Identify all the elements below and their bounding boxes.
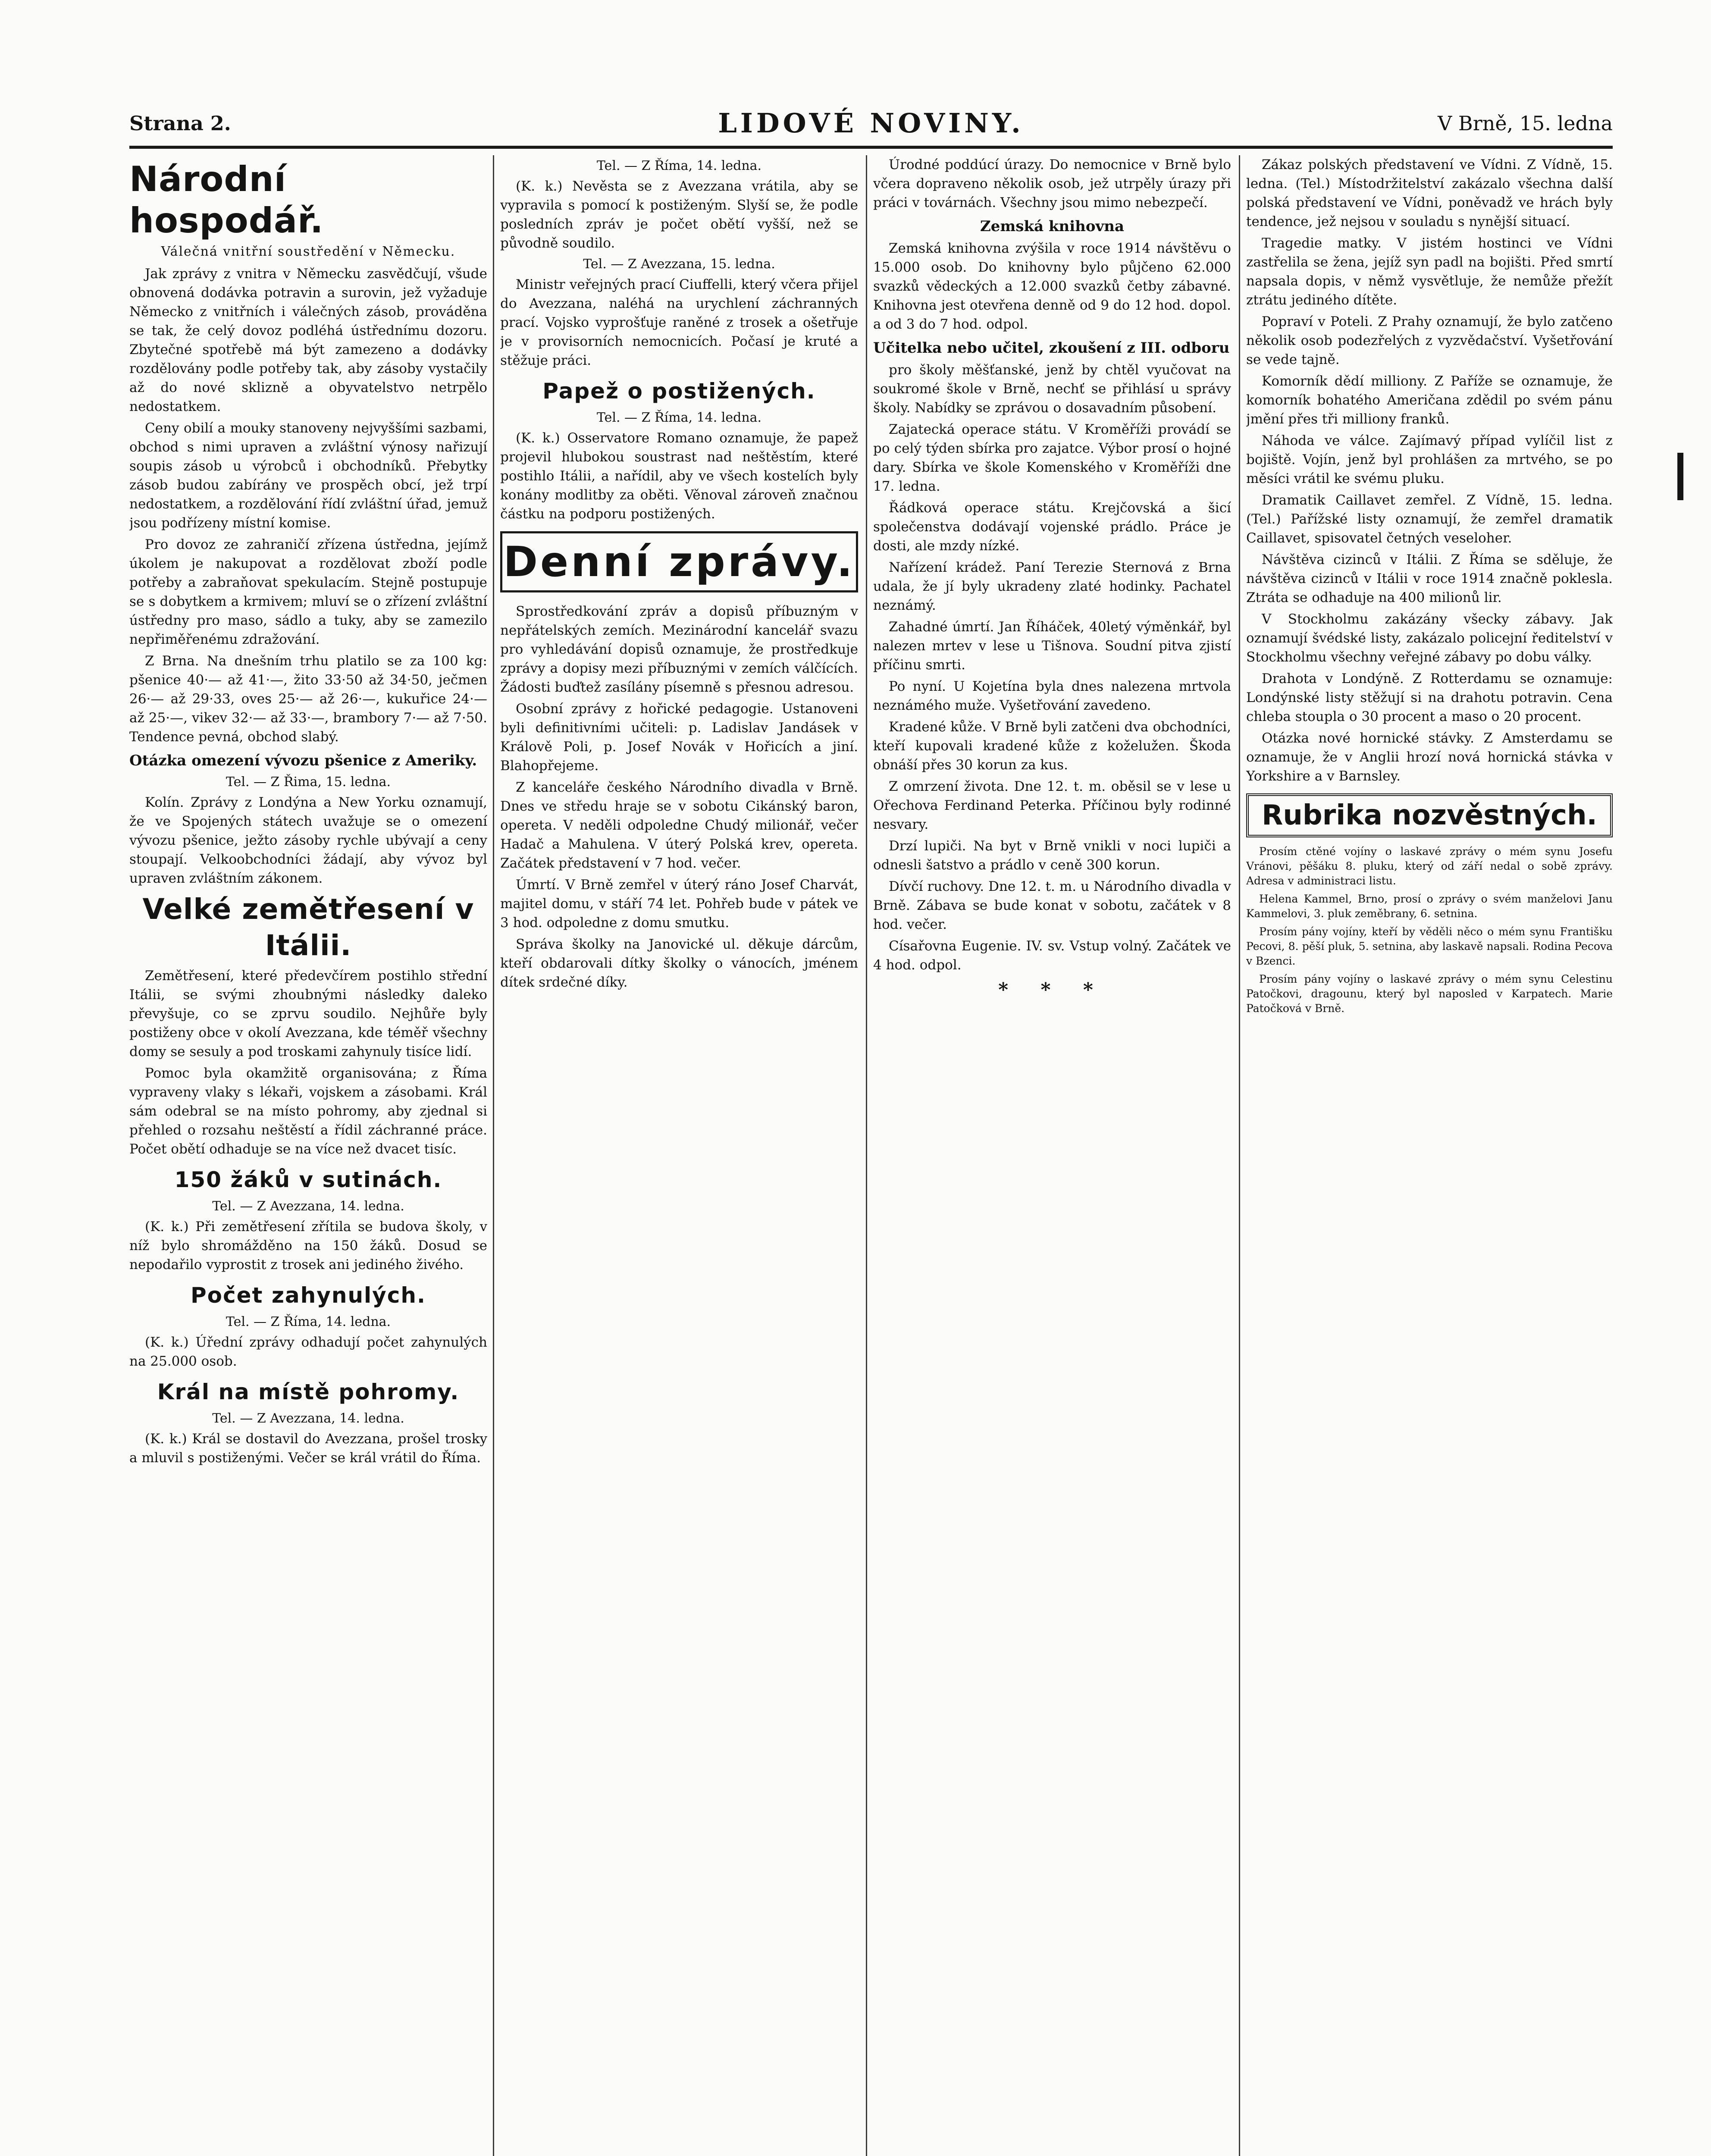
headline-earthquake: Velké zemětřesení v Itálii.	[142, 893, 474, 962]
dateline: Tel. — Z Avezzana, 14. ledna.	[212, 1411, 404, 1426]
article-paragraph: Správa školky na Janovické ul. děkuje dárcům, kteří obdarovali dítky školky o vánocích, jménem dítek srdečné díky.	[500, 937, 858, 990]
article-paragraph: Drzí lupiči. Na byt v Brně vnikli v noci lupiči a odnesli šatstvo a prádlo v ceně 300 korun.	[873, 838, 1231, 873]
dateline: Tel. — Z Říma, 14. ledna.	[596, 410, 762, 425]
dateline: Tel. — Z Avezzana, 14. ledna.	[212, 1199, 404, 1214]
subheading: 150 žáků v sutinách.	[174, 1167, 442, 1192]
dateline: Tel. — Z Říma, 14. ledna.	[596, 158, 762, 173]
column-1	[129, 155, 487, 2156]
article-paragraph: (K. k.) Osservatore Romano oznamuje, že papež projevil hlubokou soustrast nad neštěstím, které postihlo Itálii, a nařídil, aby ve všech kostelích byly konány modlitby za oběti. Věnoval zároveň značnou částku na podporu postižených.	[500, 430, 858, 522]
dateline: Tel. — Z Avezzana, 15. ledna.	[583, 257, 775, 272]
article-paragraph: V Stockholmu zakázány všecky zábavy. Jak oznamují švédské listy, zakázalo policejní ředitelství v Stockholmu všechny veřejné zábavy po dobu války.	[1246, 611, 1613, 665]
page-number: Strana 2.	[129, 112, 231, 135]
article-paragraph: Dívčí ruchovy. Dne 12. t. m. u Národního divadla v Brně. Zábava se bude konat v sobotu, začátek v 8 hod. večer.	[873, 879, 1231, 932]
article-paragraph: Sprostředkování zpráv a dopisů příbuzným v nepřátelských zemích. Mezinárodní kancelář svazu pro vyhledávání dopisů oznamuje, že prostředkuje zprávy a dopisy mezi příbuznými v zemích válčících. Žádosti buďtež zasílány písemně s přesnou adresou.	[500, 604, 858, 695]
subheading: Král na místě pohromy.	[157, 1379, 460, 1404]
column-4	[1246, 155, 1613, 2156]
article-paragraph: Ministr veřejných prací Ciuffelli, který včera přijel do Avezzana, naléhá na urychlení záchranných prací. Vojsko vyprošťuje raněné z trosek a ošetřuje je v provisorních nemocnicích. Počasí je kruté a stěžuje práci.	[500, 277, 858, 368]
article-paragraph: Osobní zprávy z hořické pedagogie. Ustanoveni byli definitivními učiteli: p. Ladislav Jandásek v Králově Poli, p. Josef Novák v Hořicích a jiní. Blahopřejeme.	[500, 701, 858, 774]
notice-item: Prosím pány vojíny o laskavé zprávy o mém synu Celestinu Patočkovi, dragounu, který byl naposled v Karpatech. Marie Patočková v Brně.	[1246, 973, 1613, 1015]
article-paragraph: Nařízení krádež. Paní Terezie Sternová z Brna udala, že jí byly ukradeny zlaté hodinky. Pachatel neznámý.	[873, 560, 1231, 613]
article-paragraph: Tragedie matky. V jistém hostinci ve Vídni zastřelila se žena, jejíž syn padl na bojišti. Před smrtí napsala dopis, v němž vysvětluje, že nemůže přežít ztrátu jediného dítěte.	[1246, 235, 1613, 308]
article-paragraph: Zahadné úmrtí. Jan Říháček, 40letý výměnkář, byl nalezen mrtev v lese u Tišnova. Soudní pitva zjistí příčinu smrti.	[873, 619, 1231, 673]
dateline: Tel. — Z Řima, 15. ledna.	[226, 774, 391, 790]
article-paragraph: Císařovna Eugenie. IV. sv. Vstup volný. Začátek ve 4 hod. odpol.	[873, 938, 1231, 973]
article-paragraph: Komorník dědí milliony. Z Paříže se oznamuje, že komorník bohatého Američana zdědil po svém pánu jmění přes tři milliony franků.	[1246, 373, 1613, 427]
article-paragraph: (K. k.) Nevěsta se z Avezzana vrátila, aby se vypravila s pomocí k postiženým. Slyší se, že podle posledních zpráv je počet obětí vyšší, než se původně soudilo.	[500, 179, 858, 251]
column-rule	[866, 155, 867, 2156]
section-subtitle: Válečná vnitřní soustředění v Německu.	[161, 244, 456, 259]
section-title-economy: Národní hospodář.	[129, 159, 324, 241]
column-rule	[1239, 155, 1240, 2156]
article-paragraph: (K. k.) Úřední zprávy odhadují počet zahynulých na 25.000 osob.	[129, 1335, 487, 1369]
article-paragraph: Zajatecká operace státu. V Kroměříži provádí se po celý týden sbírka pro zajatce. Výbor prosí o hojné dary. Sbírka ve škole Komenského v Kroměříži dne 17. ledna.	[873, 422, 1231, 494]
article-paragraph: Z omrzení života. Dne 12. t. m. oběsil se v lese u Ořechova Ferdinand Peterka. Příčinou byly rodinné nesvary.	[873, 779, 1231, 832]
market-prices: Z Brna. Na dnešním trhu platilo se za 100 kg: pšenice 40·— až 41·—, žito 33·50 až 34·50, ječmen 26·— až 29·33, oves 25·— až 26·—, kukuřice 24·— až 25·—, vikev 32·— až 33·—, brambory 7·— až 7·50. Tendence pevná, obchod slabý.	[129, 653, 487, 745]
notice-item: Prosím ctěné vojíny o laskavé zprávy o mém synu Josefu Vránovi, pěšáku 8. pluku, který od září nedal o sobě zprávy. Adresa v administraci listu.	[1246, 845, 1613, 887]
section-banner-daily-news: Denní zprávy.	[500, 531, 858, 592]
article-paragraph: (K. k.) Při zemětřesení zřítila se budova školy, v níž bylo shromážděno na 150 žáků. Dosud se nepodařilo vyprostit z trosek ani jediného živého.	[129, 1219, 487, 1272]
column-rule	[493, 155, 494, 2156]
article-paragraph: Zemská knihovna zvýšila v roce 1914 návštěvu o 15.000 osob. Do knihovny bylo půjčeno 62.000 svazků vědeckých a 12.000 svazků četby zábavné. Knihovna jest otevřena denně od 9 do 12 hod. dopol. a od 3 do 7 hod. odpol.	[873, 241, 1231, 332]
article-paragraph: Návštěva cizinců v Itálii. Z Říma se sděluje, že návštěva cizinců v Itálii v roce 1914 značně poklesla. Ztráta se odhaduje na 400 milionů lir.	[1246, 552, 1613, 605]
subheading: Počet zahynulých.	[190, 1283, 426, 1308]
article-paragraph: Dramatik Caillavet zemřel. Z Vídně, 15. ledna. (Tel.) Pařížské listy oznamují, že zemřel dramatik Caillavet, spisovatel četných veseloher.	[1246, 492, 1613, 546]
article-paragraph: Otázka nové hornické stávky. Z Amsterdamu se oznamuje, že v Anglii hrozí nová hornická stávka v Yorkshire a v Barnsley.	[1246, 730, 1613, 784]
article-paragraph: Drahota v Londýně. Z Rotterdamu se oznamuje: Londýnské listy stěžují si na drahotu potravin. Cena chleba stoupla o 30 procent a maso o 20 procent.	[1246, 671, 1613, 724]
article-paragraph: (K. k.) Král se dostavil do Avezzana, prošel trosky a mluvil s postiženými. Večer se král vrátil do Říma.	[129, 1431, 487, 1466]
article-paragraph: Úrodné poddúcí úrazy. Do nemocnice v Brně bylo včera dopraveno několik osob, jež utrpěly úrazy při práci v továrnách. Všechny jsou mimo nebezpečí.	[873, 157, 1231, 210]
dateline: Tel. — Z Říma, 14. ledna.	[226, 1314, 391, 1329]
notice-item: Helena Kammel, Brno, prosí o zprávy o svém manželovi Janu Kammelovi, 3. pluk zeměbrany, 6. setnina.	[1246, 893, 1613, 920]
subheading: Papež o postižených.	[542, 379, 816, 404]
article-paragraph: Úmrtí. V Brně zemřel v úterý ráno Josef Charvát, majitel domu, v stáří 74 let. Pohřeb bude v pátek ve 3 hod. odpoledne z domu smutku.	[500, 877, 858, 931]
article-paragraph: Popraví v Poteli. Z Prahy oznamují, že bylo zatčeno několik osob podezřelých z vyzvědačství. Vyšetřování se vede tajně.	[1246, 314, 1613, 367]
article-paragraph: Jak zprávy z vnitra v Německu zasvědčují, všude obnovená dodávka potravin a surovin, jež vyžaduje Německo z vnitřních i válečných zásob, prováděna se tak, že celý dovoz podléhá ústřednímu dozoru. Zbytečné spotřebě má být zamezeno a dodávky rozdělovány podle potřeby tak, aby zásoby vystačily až do nové sklizně a obyvatelstvo netrpělo nedostatkem.	[129, 266, 487, 414]
section-banner-missing-persons: Rubrika nozvěstných.	[1246, 793, 1613, 837]
article-paragraph: Zákaz polských představení ve Vídni. Z Vídně, 15. ledna. (Tel.) Místodržitelství zakázalo všechna další polská představení ve Vídni, poněvadž ve hrách byly tendence, jež nejsou v souladu s nynější situací.	[1246, 157, 1613, 229]
page-header	[129, 103, 1613, 149]
article-heading: Učitelka nebo učitel, zkoušení z III. odboru	[873, 339, 1230, 357]
article-paragraph: Pomoc byla okamžitě organisována; z Říma vypraveny vlaky s lékaři, vojskem a zásobami. Král sám odebral se na místo pohromy, aby zjednal si přehled o rozsahu neštěstí a řídil záchranné práce. Počet obětí odhaduje se na více než dvacet tisíc.	[129, 1065, 487, 1157]
article-heading: Otázka omezení vývozu pšenice z Ameriky.	[129, 752, 477, 769]
article-paragraph: Zemětřesení, které předevčírem postihlo střední Itálii, se svými zhoubnými následky daleko převyšuje, co se zprvu soudilo. Nejhůře byly postiženy obce v okolí Avezzana, kde téměř všechny domy se sesuly a pod troskami zahynuly tisíce lidí.	[129, 968, 487, 1059]
article-paragraph: Z kanceláře českého Národního divadla v Brně. Dnes ve středu hraje se v sobotu Cikánský baron, opereta. V neděli odpoledne Chudý milionář, večer Hadač a Mahulena. V úterý Polská krev, opereta. Začátek představení v 7 hod. večer.	[500, 780, 858, 871]
article-paragraph: Náhoda ve válce. Zajímavý případ vylíčil list z bojiště. Vojín, jenž byl prohlášen za mrtvého, se po měsíci vrátil ke svému pluku.	[1246, 433, 1613, 486]
issue-date: V Brně, 15. ledna	[1438, 112, 1613, 135]
masthead-title: LIDOVÉ NOVINY.	[718, 107, 1024, 139]
section-separator: * * *	[998, 979, 1106, 1001]
article-paragraph: Řádková operace státu. Krejčovská a šicí společenstva dodávají vojenské prádlo. Práce je dosti, ale mzdy nízké.	[873, 500, 1231, 554]
notice-item: Prosím pány vojíny, kteří by věděli něco o mém synu Františku Pecovi, 8. pěší pluk, 5. setnina, aby laskavě napsali. Rodina Pecova v Bzenci.	[1246, 925, 1613, 967]
article-paragraph: pro školy měšťanské, jenž by chtěl vyučovat na soukromé škole v Brně, nechť se přihlásí u správy školy. Nabídky se zprávou o dosavadním působení.	[873, 362, 1231, 416]
article-paragraph: Ceny obilí a mouky stanoveny nejvyššími sazbami, obchod s nimi upraven a zvláštní výnosy nařizují soupis zásob u výrobců i obchodníků. Přebytky zásob budou zabírány ve prospěch obcí, jež trpí nedostatkem, a rozdělování řídí zvláštní úřad, jemuž jsou podřízeny místní komise.	[129, 420, 487, 531]
article-paragraph: Kradené kůže. V Brně byli zatčeni dva obchodníci, kteří kupovali kradené kůže z koželužen. Škoda obnáší přes 30 korun za kus.	[873, 719, 1231, 773]
article-heading: Zemská knihovna	[980, 218, 1125, 235]
article-paragraph: Po nyní. U Kojetína byla dnes nalezena mrtvola neznámého muže. Vyšetřování zavedeno.	[873, 679, 1231, 713]
column-3	[873, 155, 1231, 2156]
column-2	[500, 155, 858, 2156]
scan-edge-mark	[1677, 453, 1683, 500]
article-paragraph: Pro dovoz ze zahraničí zřízena ústředna, jejímž úkolem je nakupovat a rozdělovat zboží podle potřeby a zabraňovat spekulacím. Stejně postupuje se s dobytkem a krmivem; mluví se o zřízení zvláštní ústředny pro maso, sádlo a tuky, aby se zamezilo nepřiměřenému zdražování.	[129, 537, 487, 647]
article-paragraph: Kolín. Zprávy z Londýna a New Yorku oznamují, že ve Spojených státech uvažuje se o omezení vývozu pšenice, ježto zásoby rychle ubývají a ceny stoupají. Velkoobchodníci žádají, aby vývoz byl upraven zvláštním zákonem.	[129, 795, 487, 886]
